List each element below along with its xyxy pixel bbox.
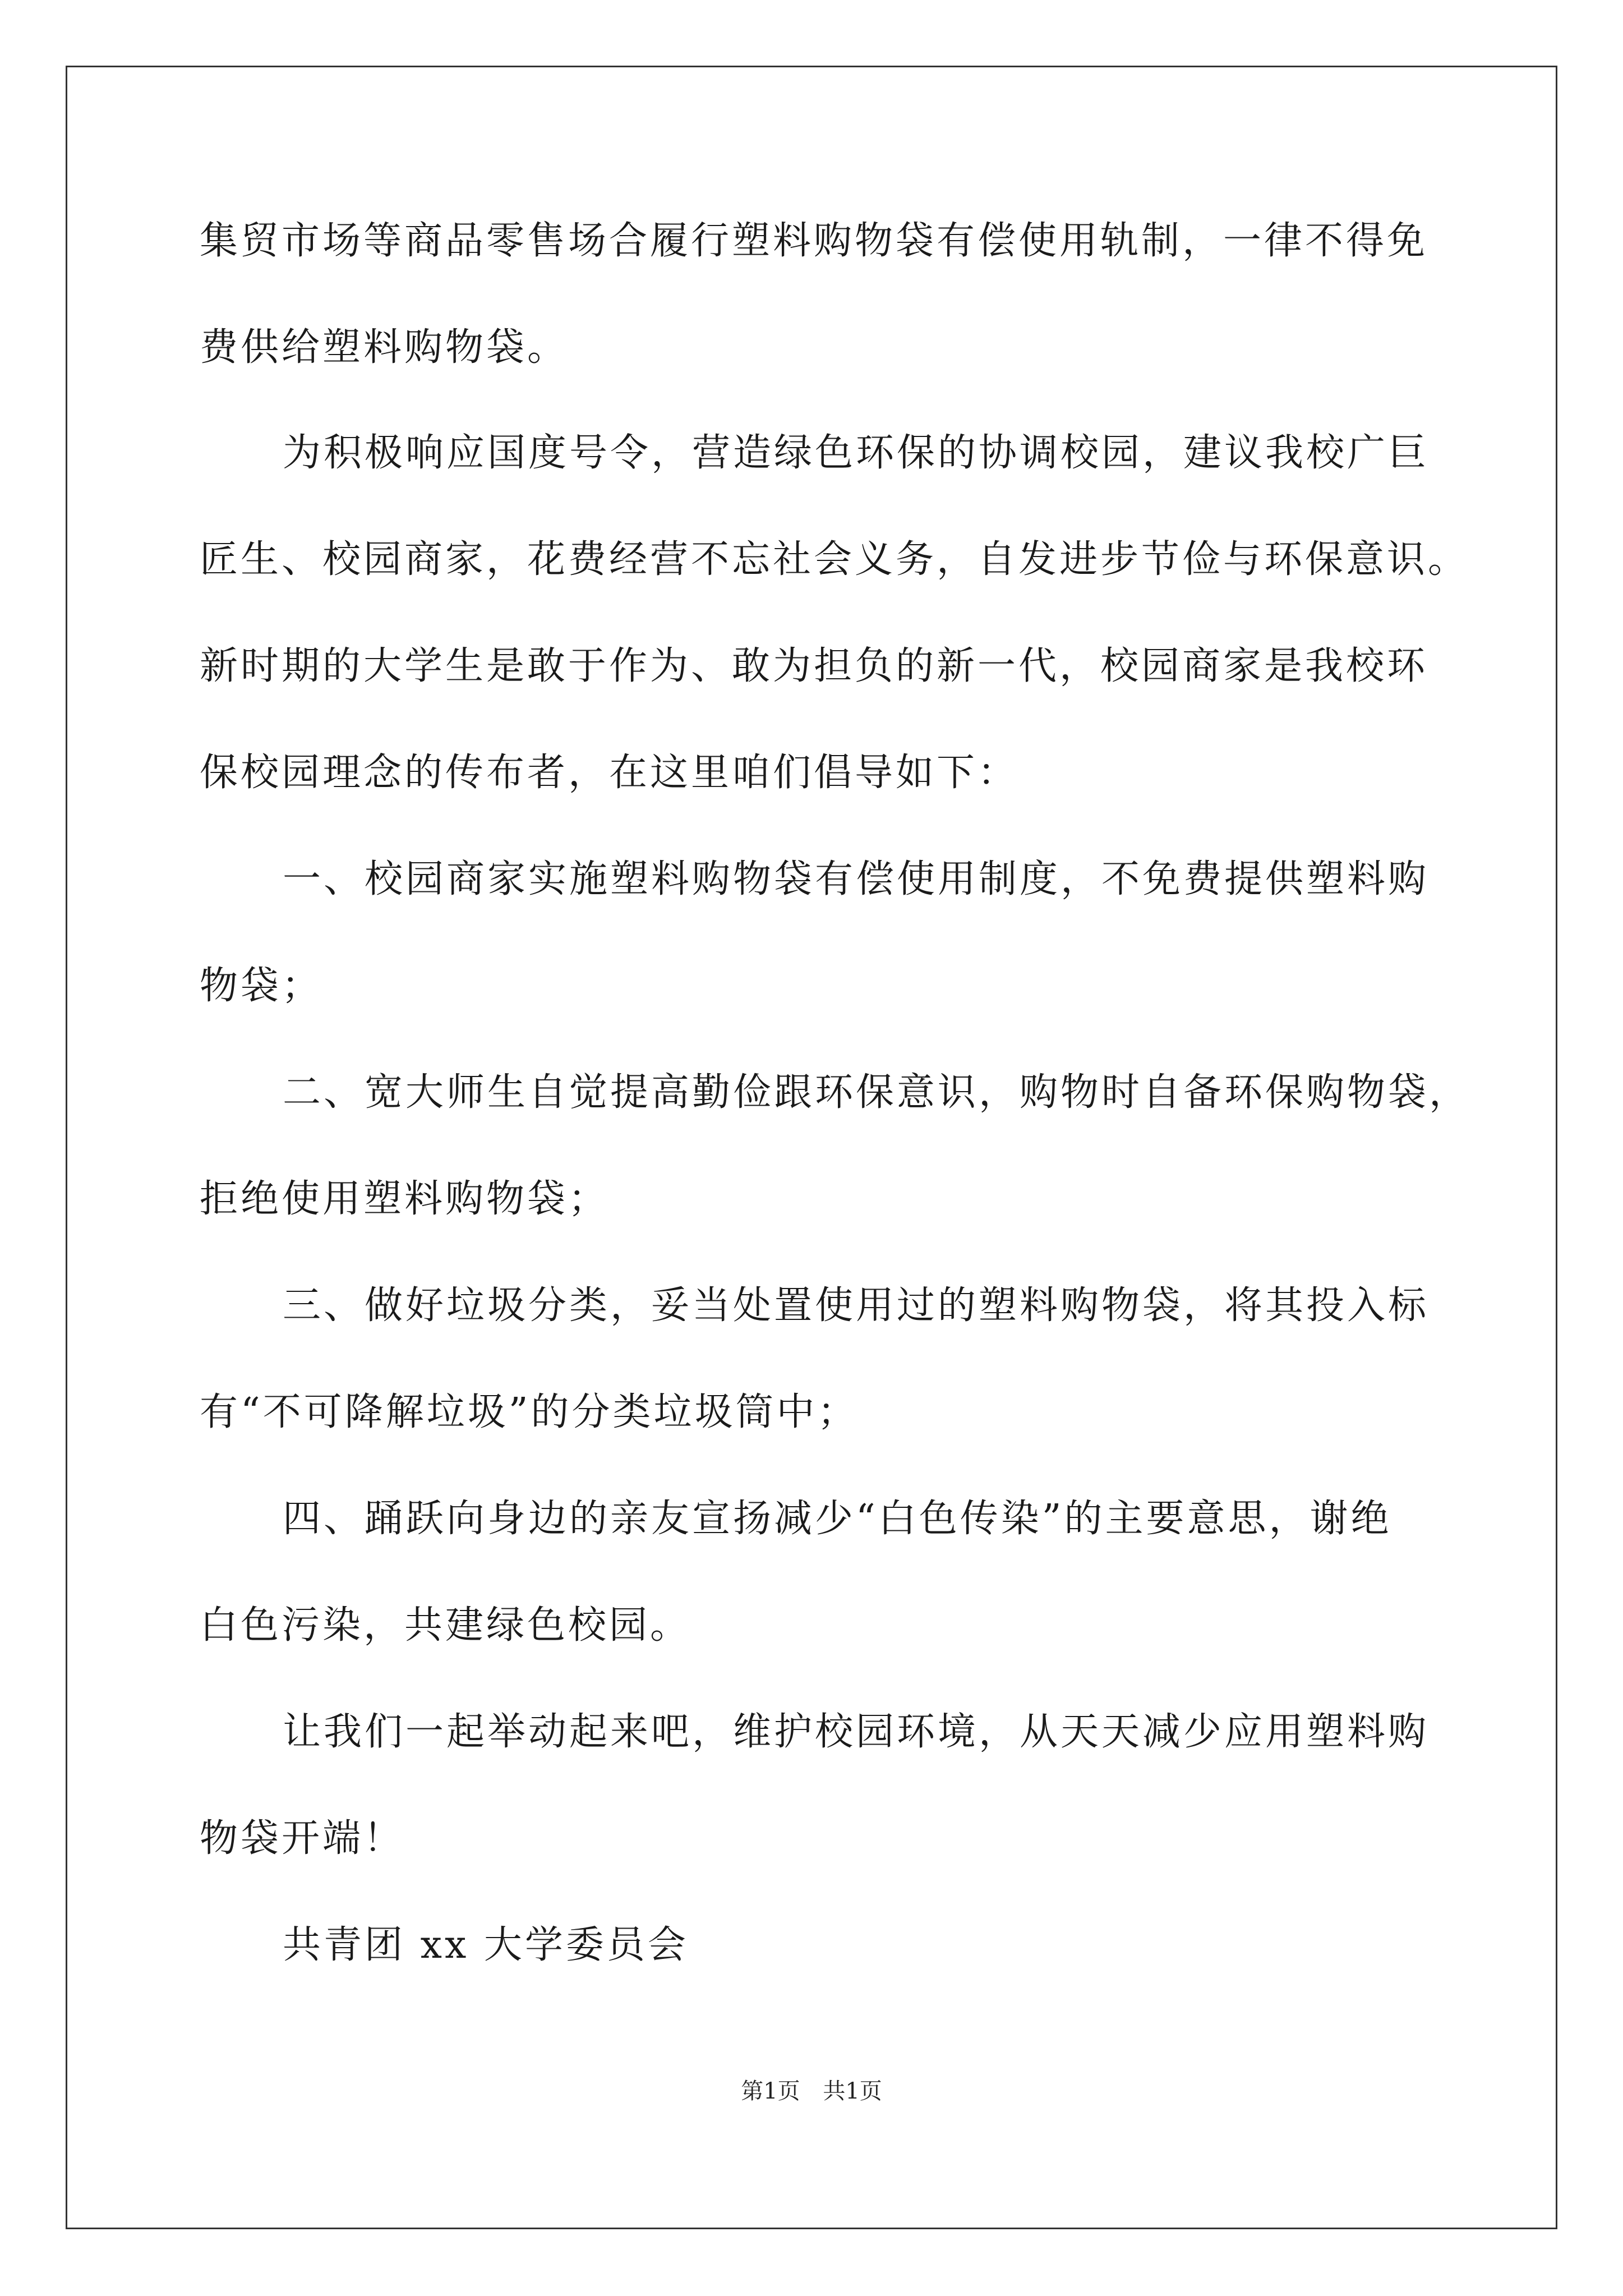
body-line-8: 物袋； xyxy=(200,964,323,1008)
page-total: 共1页 xyxy=(823,2078,882,2104)
body-line-11: 三、做好垃圾分类，妥当处置使用过的塑料购物袋，将其投入标 xyxy=(283,1283,1430,1328)
body-line-15: 让我们一起举动起来吧，维护校园环境，从天天减少应用塑料购 xyxy=(283,1710,1430,1754)
body-line-2: 费供给塑料购物袋。 xyxy=(200,325,569,370)
body-line-12: 有“不可降解垃圾”的分类垃圾筒中； xyxy=(200,1390,859,1434)
body-line-7: 一、校园商家实施塑料购物袋有偿使用制度，不免费提供塑料购 xyxy=(283,857,1430,901)
body-line-13: 四、踊跃向身边的亲友宣扬减少“白色传染”的主要意思，谢绝 xyxy=(283,1497,1392,1541)
page-footer xyxy=(0,2074,1623,2108)
body-line-1: 集贸市场等商品零售场合履行塑料购物袋有偿使用轨制，一律不得免 xyxy=(200,219,1428,263)
body-line-9: 二、宽大师生自觉提高勤俭跟环保意识，购物时自备环保购物袋， xyxy=(283,1070,1470,1115)
page-number: 第1页 xyxy=(741,2078,800,2104)
body-line-16: 物袋开端！ xyxy=(200,1816,405,1861)
body-line-5: 新时期的大学生是敢于作为、敢为担负的新一代，校园商家是我校环 xyxy=(200,644,1428,688)
body-line-3: 为积极响应国度号令，营造绿色环保的协调校园，建议我校广巨 xyxy=(283,431,1430,475)
body-line-14: 白色污染，共建绿色校园。 xyxy=(200,1603,691,1648)
page-border xyxy=(66,66,1557,2229)
body-line-10: 拒绝使用塑料购物袋； xyxy=(200,1177,610,1221)
body-line-6: 保校园理念的传布者，在这里咱们倡导如下： xyxy=(200,751,1019,795)
signature: 共青团 xx 大学委员会 xyxy=(283,1923,689,1967)
body-line-4: 匠生、校园商家，花费经营不忘社会义务，自发进步节俭与环保意识。 xyxy=(200,537,1469,582)
